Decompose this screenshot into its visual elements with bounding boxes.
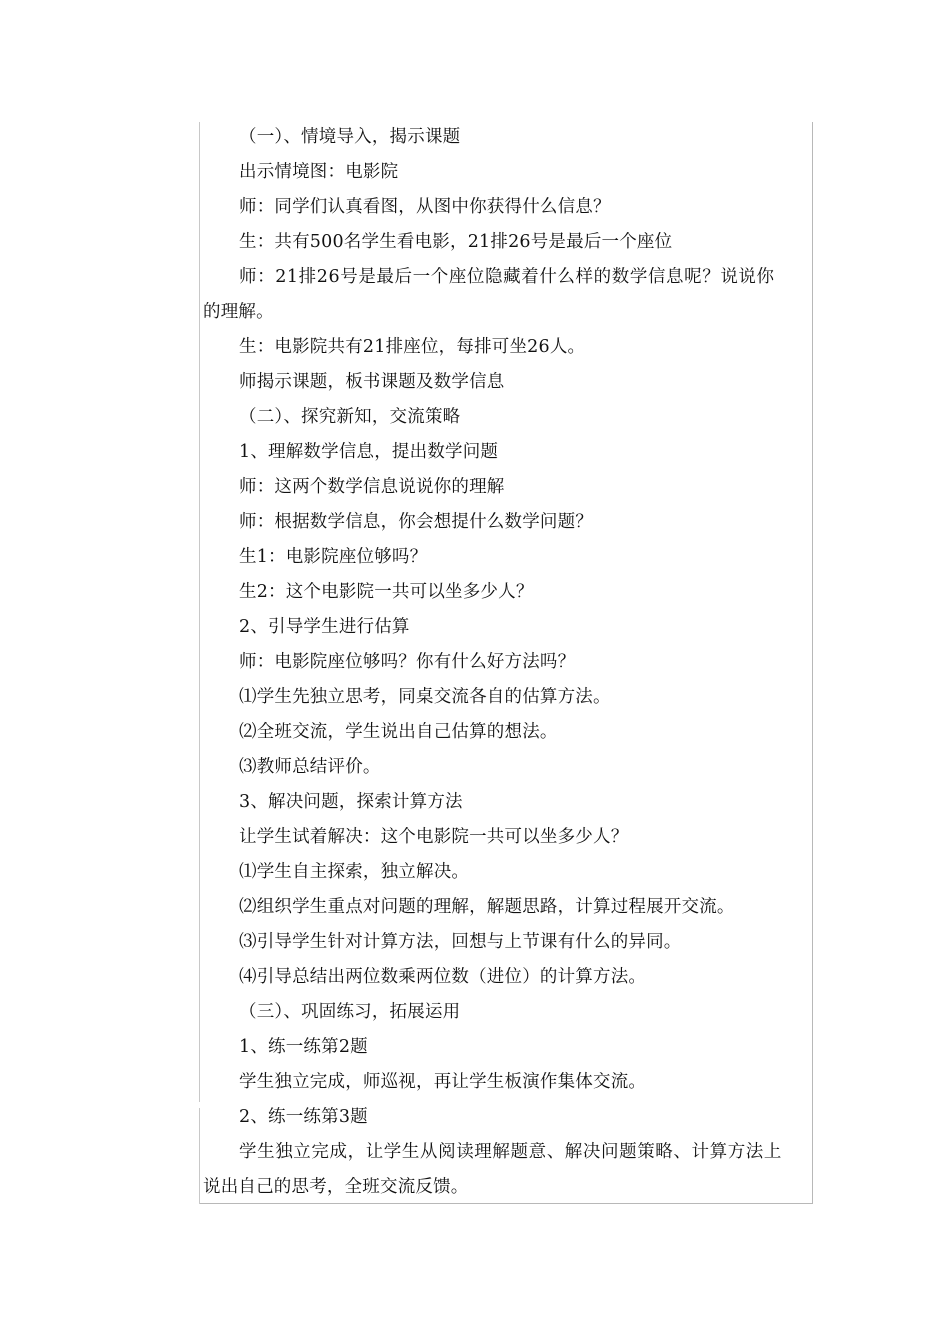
list-item: ⑵组织学生重点对问题的理解，解题思路，计算过程展开交流。 xyxy=(239,897,735,917)
frame-left-border-lower xyxy=(199,1108,200,1204)
frame-left-border xyxy=(199,122,200,1102)
paragraph: 师揭示课题，板书课题及数学信息 xyxy=(239,372,505,392)
paragraph: 师：根据数学信息，你会想提什么数学问题？ xyxy=(239,512,593,532)
paragraph-continuation: 说出自己的思考，全班交流反馈。 xyxy=(203,1177,469,1197)
subheading: 2、引导学生进行估算 xyxy=(239,617,410,637)
paragraph-continuation: 的理解。 xyxy=(203,302,274,322)
paragraph: 学生独立完成，让学生从阅读理解题意、解决问题策略、计算方法上 xyxy=(239,1142,782,1162)
subheading: 2、练一练第3题 xyxy=(239,1107,368,1127)
list-item: ⑶教师总结评价。 xyxy=(239,757,381,777)
paragraph: 让学生试着解决：这个电影院一共可以坐多少人？ xyxy=(239,827,629,847)
list-item: ⑴学生自主探索，独立解决。 xyxy=(239,862,470,882)
section-heading-1: （一）、情境导入，揭示课题 xyxy=(239,127,461,147)
subheading: 1、理解数学信息，提出数学问题 xyxy=(239,442,499,462)
paragraph: 师：电影院座位够吗？你有什么好方法吗？ xyxy=(239,652,576,672)
subheading: 1、练一练第2题 xyxy=(239,1037,368,1057)
list-item: ⑶引导学生针对计算方法，回想与上节课有什么的异同。 xyxy=(239,932,682,952)
paragraph: 师：同学们认真看图，从图中你获得什么信息？ xyxy=(239,197,611,217)
paragraph: 出示情境图：电影院 xyxy=(239,162,399,182)
paragraph: 生：电影院共有21排座位，每排可坐26人。 xyxy=(239,337,586,357)
paragraph: 生2：这个电影院一共可以坐多少人？ xyxy=(239,582,534,602)
paragraph: 师：这两个数学信息说说你的理解 xyxy=(239,477,505,497)
section-heading-2: （二）、探究新知，交流策略 xyxy=(239,407,461,427)
paragraph: 生：共有500名学生看电影，21排26号是最后一个座位 xyxy=(239,232,673,252)
document-body xyxy=(203,120,809,1205)
paragraph: 生1：电影院座位够吗？ xyxy=(239,547,428,567)
paragraph: 师：21排26号是最后一个座位隐藏着什么样的数学信息呢？说说你 xyxy=(239,267,775,287)
section-heading-3: （三）、巩固练习，拓展运用 xyxy=(239,1002,461,1022)
list-item: ⑴学生先独立思考，同桌交流各自的估算方法。 xyxy=(239,687,611,707)
list-item: ⑷引导总结出两位数乘两位数（进位）的计算方法。 xyxy=(239,967,647,987)
list-item: ⑵全班交流，学生说出自己估算的想法。 xyxy=(239,722,558,742)
subheading: 3、解决问题，探索计算方法 xyxy=(239,792,463,812)
paragraph: 学生独立完成，师巡视，再让学生板演作集体交流。 xyxy=(239,1072,647,1092)
